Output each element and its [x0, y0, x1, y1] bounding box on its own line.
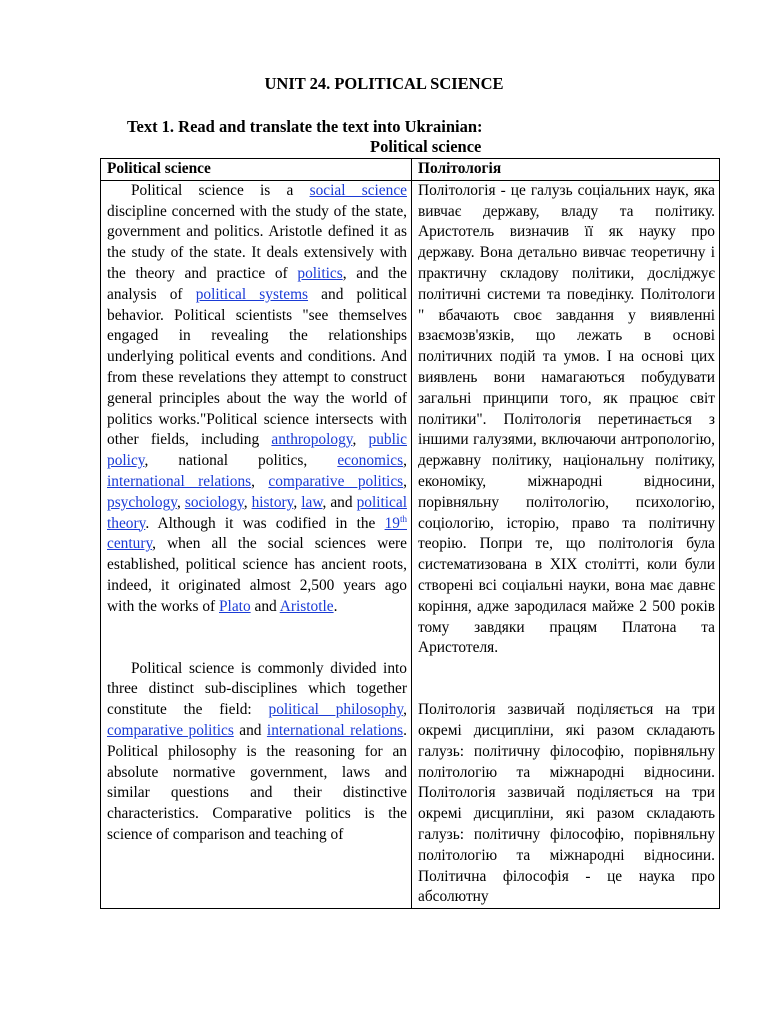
link-aristotle[interactable]: Aristotle	[279, 597, 334, 615]
text-run: ,	[403, 452, 407, 470]
link-text: 19	[384, 514, 400, 532]
text-run: and political behavior. Political scientists "see themselves engaged in revealing the relationships underlying political events and conditions. And from these revelations they attempt to construct general principles about the way the world of politics works."Political science intersects with other fields, including	[107, 285, 407, 449]
text-run: . Political philosophy is the reasoning for an absolute normative government, laws and similar questions and their distinctive characteristics. Comparative politics is the science of comparison and teaching of	[107, 721, 407, 843]
text-run: .	[333, 597, 338, 615]
link-political-systems[interactable]: political systems	[195, 285, 309, 303]
superscript: th	[399, 513, 407, 524]
link-political-theory[interactable]: political theory	[107, 493, 407, 532]
text-run: , and	[322, 493, 357, 511]
link-political-philosophy[interactable]: political philosophy	[268, 701, 404, 719]
translation-table	[100, 158, 720, 909]
task-instruction: Text 1. Read and translate the text into Ukrainian:	[127, 117, 483, 136]
table-row	[101, 180, 720, 908]
paragraph-spacer	[418, 659, 715, 700]
link-law[interactable]: law	[301, 493, 323, 511]
text-run: ,	[293, 493, 302, 511]
link-economics[interactable]: economics	[337, 452, 404, 470]
link-international-relations-2[interactable]: international relations	[266, 721, 404, 739]
english-paragraph-2	[107, 659, 407, 846]
link-comparative-politics-2[interactable]: comparative politics	[107, 721, 234, 739]
text-run: ,	[176, 493, 185, 511]
text-run: ,	[243, 493, 252, 511]
text-run: ,	[352, 431, 369, 449]
paragraph-spacer	[107, 618, 407, 659]
ukrainian-column-heading: Політологія	[412, 159, 720, 181]
text-run: discipline concerned with the study of the state, government and politics. Aristotle defined it as the study of the state. It deals extensively with the theory and practice of	[107, 202, 407, 282]
link-social-science[interactable]: social science	[309, 181, 407, 199]
english-text-cell	[101, 180, 412, 908]
link-history[interactable]: history	[251, 493, 294, 511]
text-run: ,	[403, 701, 407, 719]
text-run: Political science is a	[131, 181, 310, 199]
text-run: , national politics,	[144, 452, 338, 470]
unit-title: UNIT 24. POLITICAL SCIENCE	[264, 74, 504, 93]
link-public-policy[interactable]: public policy	[107, 431, 407, 470]
ukrainian-text-cell	[412, 180, 720, 908]
english-paragraph-1	[107, 181, 407, 618]
text-subtitle: Political science	[370, 137, 482, 156]
link-anthropology[interactable]: anthropology	[271, 431, 353, 449]
text-run: Political science is commonly divided into three distinct sub-disciplines which together constitute the field:	[107, 659, 407, 719]
link-comparative-politics[interactable]: comparative politics	[268, 472, 404, 490]
text-run: , and the analysis of	[107, 264, 407, 303]
table-header-row	[101, 159, 720, 181]
text-run: . Although it was codified in the	[145, 514, 385, 532]
ukrainian-paragraph-1: Політологія - це галузь соціальних наук, яка вивчає державу, владу та політику. Аристотель визначив її як науку про державу. Вона детально вивчає теоретичну і практичну складову політики, досліджує політичні системи та поведінку. Політологи " вбачають своє завдання у виявленні взаємозв'язків, що лежать в основі політичних подій та умов. І на основі цих виявлень вони намагаються побудувати загальні принципи того, як працює світ політики". Політологія перетинається з іншими галузями, включаючи антропологію, державну політику, національну політику, економіку, міжнародні відносини, порівняльну політологію, психологію, соціологію, історію, право та політичну теорію. Попри те, що політологія була систематизована в XIX столітті, коли були створені всі соціальні науки, вона має давнє коріння, адже зародилася майже 2 500 років тому завдяки працям Платона та Аристотеля.	[418, 181, 715, 657]
english-column-heading: Political science	[101, 159, 412, 181]
link-plato[interactable]: Plato	[219, 597, 251, 615]
text-run: , when all the social sciences were established, political science has ancient roots, indeed, it originated almost 2,500 years ago with the works of	[107, 535, 407, 615]
text-run: ,	[251, 472, 269, 490]
text-run: ,	[403, 472, 407, 490]
ukrainian-paragraph-2: Політологія зазвичай поділяється на три окремі дисципліни, які разом складають галузь: політичну філософію, порівняльну політологію та міжнародні відносини. Політологія зазвичай поділяється на три окремі дисципліни, які разом складають галузь: політичну філософію, порівняльну політологію та міжнародні відносини. Політична філософія - це наука про абсолютну	[418, 701, 715, 906]
text-run: and	[250, 597, 280, 615]
link-sociology[interactable]: sociology	[184, 493, 244, 511]
link-international-relations[interactable]: international relations	[107, 472, 252, 490]
text-run: and	[233, 721, 267, 739]
link-politics[interactable]: politics	[297, 264, 343, 282]
link-text: century	[107, 535, 153, 553]
link-psychology[interactable]: psychology	[107, 493, 177, 511]
